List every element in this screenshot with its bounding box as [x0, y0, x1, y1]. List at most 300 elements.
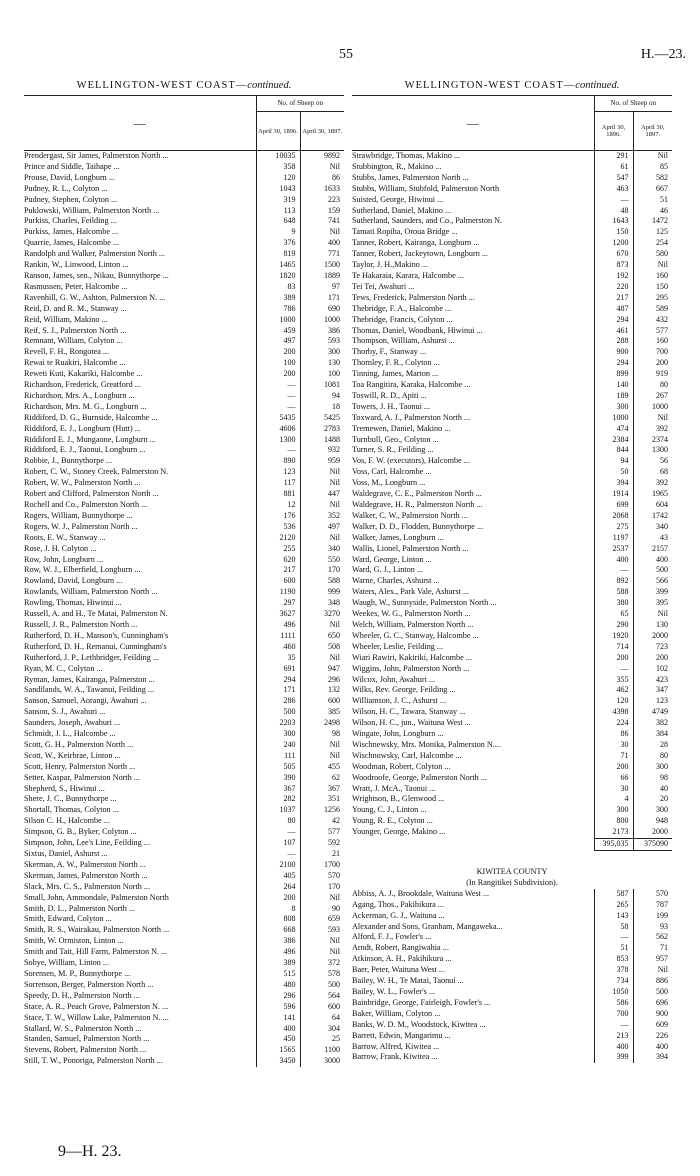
row-name: Wiari Rawiri, Kakiriki, Halcombe ...: [352, 652, 472, 662]
table-row: [24, 860, 344, 871]
sheep-1896: 648: [256, 216, 300, 227]
sheep-1897: 64: [300, 1013, 344, 1024]
sheep-1896: 474: [594, 424, 633, 435]
row-name: Thompson, William, Ashurst ...: [352, 336, 455, 346]
row-name: Wischnowsky, Carl, Halcombe ...: [352, 750, 462, 760]
sheep-1897: 159: [300, 206, 344, 217]
sheep-1897: 423: [633, 675, 672, 686]
row-name: Walker, C. W., Palmerston North ...: [352, 510, 468, 520]
sheep-1897: 593: [300, 336, 344, 347]
sheep-1896: —: [256, 380, 300, 391]
sheep-1896: 390: [256, 773, 300, 784]
sheep-1896: 586: [594, 998, 633, 1009]
table-row: [352, 184, 672, 195]
table-row: [24, 1056, 344, 1067]
sheep-1896: —: [594, 195, 633, 206]
sheep-1896: 275: [594, 522, 633, 533]
row-name: Reweti Kuti, Kakariki, Halcombe ...: [24, 369, 143, 379]
row-name: Rankin, W., Linwood, Linton ...: [24, 260, 129, 270]
sheep-1896: 200: [256, 893, 300, 904]
sheep-1897: 295: [633, 293, 672, 304]
row-name: Scott, G. H., Palmerston North ...: [24, 739, 134, 749]
table-row: [24, 478, 344, 489]
sheep-1896: 1565: [256, 1045, 300, 1056]
sheep-1897: 2157: [633, 544, 672, 555]
sheep-1896: 217: [256, 565, 300, 576]
sheep-1897: 160: [633, 336, 672, 347]
sheep-1896: 5435: [256, 413, 300, 424]
table-row: [24, 816, 344, 827]
table-row: [24, 642, 344, 653]
total-1897: 375090: [633, 839, 672, 851]
sheep-1897: 123: [633, 696, 672, 707]
sheep-1896: 120: [256, 173, 300, 184]
row-name: Russell, A. and H., Te Matai, Palmerston N.: [24, 609, 168, 619]
row-name: Thorby, F., Stanway ...: [352, 347, 427, 357]
sheep-1897: 570: [300, 871, 344, 882]
sheep-1896: 853: [594, 954, 633, 965]
sheep-1897: Nil: [300, 162, 344, 173]
sheep-1897: 43: [633, 533, 672, 544]
sheep-1897: Nil: [300, 653, 344, 664]
table-row: [352, 565, 672, 576]
sheep-1897: 2498: [300, 718, 344, 729]
sheep-1897: 723: [633, 642, 672, 653]
table-row: [352, 424, 672, 435]
table-row: [24, 544, 344, 555]
sheep-1897: 508: [300, 642, 344, 653]
row-name: Sorrenson, Berger, Palmerston North ...: [24, 979, 154, 989]
row-name: Rogers, William, Bunnythorpe ...: [24, 510, 133, 520]
table-row: [352, 889, 672, 900]
sheep-1897: 200: [633, 358, 672, 369]
sheep-1897: Nil: [300, 740, 344, 751]
row-name: Shepherd, S., Hiwinui ...: [24, 783, 105, 793]
sheep-1897: 3270: [300, 609, 344, 620]
sheep-1896: 496: [256, 947, 300, 958]
sheep-1897: 919: [633, 369, 672, 380]
table-row: [352, 271, 672, 282]
sheep-1896: 30: [594, 740, 633, 751]
table-row: [24, 380, 344, 391]
table-row: [352, 1042, 672, 1053]
row-name: Robert and Clifford, Palmerston North ...: [24, 489, 159, 499]
sheep-1897: 771: [300, 249, 344, 260]
sheep-1897: 392: [633, 424, 672, 435]
sheep-1896: 150: [594, 227, 633, 238]
sheep-1897: 2783: [300, 424, 344, 435]
table-row: [24, 827, 344, 838]
left-header-1896: April 30, 1896.: [256, 112, 300, 151]
sheep-1897: Nil: [300, 533, 344, 544]
left-table: [24, 95, 344, 1067]
row-name: Baer, Peter, Waituna West ...: [352, 965, 445, 975]
sheep-1896: 547: [594, 173, 633, 184]
right-section-title: WELLINGTON-WEST COAST—continued.: [404, 80, 620, 91]
sheep-1896: 4: [594, 794, 633, 805]
row-name: Towers, J. H., Taonui ...: [352, 401, 431, 411]
sheep-1897: 959: [300, 456, 344, 467]
table-row: [24, 1045, 344, 1056]
table-row: [352, 740, 672, 751]
row-name: Rutherford, J. P., Lethbridger, Feilding ...: [24, 652, 159, 662]
sheep-1897: Nil: [633, 151, 672, 162]
table-row: [352, 467, 672, 478]
table-row: [352, 900, 672, 911]
sheep-1896: 386: [256, 936, 300, 947]
left-header-sheep: No. of Sheep on: [256, 96, 344, 112]
sheep-1897: 382: [633, 718, 672, 729]
sheep-1896: —: [594, 565, 633, 576]
row-name: Stubbington, R., Makino ...: [352, 161, 442, 171]
sheep-1896: 600: [256, 576, 300, 587]
table-row: [352, 954, 672, 965]
table-row: [352, 1020, 672, 1031]
row-name: Voss, Carl, Halcombe ...: [352, 467, 432, 477]
row-name: Richardson, Frederick, Greatford ...: [24, 380, 141, 390]
sheep-1897: Nil: [300, 227, 344, 238]
table-row: [24, 249, 344, 260]
sheep-1896: 808: [256, 914, 300, 925]
right-table: [352, 95, 672, 1063]
sheep-1896: 1000: [594, 413, 633, 424]
table-row: [352, 260, 672, 271]
table-row: [352, 173, 672, 184]
sheep-1896: 367: [256, 784, 300, 795]
table-row: [24, 1002, 344, 1013]
sheep-1896: 117: [256, 478, 300, 489]
table-row: [352, 827, 672, 838]
sheep-1896: 1111: [256, 631, 300, 642]
sheep-1897: Nil: [300, 936, 344, 947]
row-name: Shortall, Thomas, Colyton ...: [24, 805, 119, 815]
row-name: Waugh, W., Sunnyside, Palmerston North ...: [352, 598, 497, 608]
table-row: [24, 914, 344, 925]
sheep-1896: 200: [256, 369, 300, 380]
sheep-1896: 2100: [256, 860, 300, 871]
sheep-1896: 200: [594, 762, 633, 773]
table-row: [24, 740, 344, 751]
row-name: Purkiss, James, Halcombe ...: [24, 227, 119, 237]
sheep-1897: 1472: [633, 216, 672, 227]
row-name: Tei Tei, Awahuri ...: [352, 281, 415, 291]
sheep-1896: 734: [594, 976, 633, 987]
table-row: [352, 413, 672, 424]
sheep-1896: 51: [594, 943, 633, 954]
sheep-1896: 461: [594, 326, 633, 337]
sheep-1896: 4398: [594, 707, 633, 718]
sheep-1897: 25: [300, 1034, 344, 1045]
row-name: Toswill, R. D., Apiti ...: [352, 390, 427, 400]
row-name: Rutherford, D. H., Manson's, Cunningham's: [24, 630, 169, 640]
right-header-sheep: No. of Sheep on: [594, 96, 672, 112]
table-row: [352, 784, 672, 795]
table-row: [352, 642, 672, 653]
table-row: [352, 987, 672, 998]
sheep-1896: 844: [594, 445, 633, 456]
sheep-1896: 378: [594, 965, 633, 976]
sheep-1896: 460: [256, 642, 300, 653]
sheep-1896: 881: [256, 489, 300, 500]
row-name: Smith, D. L., Palmerston North ...: [24, 903, 135, 913]
sheep-1896: 1197: [594, 533, 633, 544]
row-name: Rochell and Co., Palmerston North ...: [24, 500, 148, 509]
sheep-1897: 42: [300, 816, 344, 827]
sheep-1896: 294: [594, 315, 633, 326]
row-name: Tanner, Robert, Kairanga, Longburn ...: [352, 238, 480, 248]
table-row: [352, 922, 672, 933]
row-name: Tinning, James, Marton ...: [352, 369, 439, 379]
row-name: Voss, M., Longburn ...: [352, 478, 426, 488]
sheep-1897: 9892: [300, 151, 344, 162]
sheep-1896: 297: [256, 598, 300, 609]
sheep-1896: 487: [594, 304, 633, 315]
sheep-1897: 600: [300, 696, 344, 707]
sheep-1897: 650: [300, 631, 344, 642]
sheep-1897: 340: [633, 522, 672, 533]
sheep-1897: 90: [300, 904, 344, 915]
sheep-1897: 171: [300, 293, 344, 304]
sheep-1896: 2537: [594, 544, 633, 555]
row-name: Simpson, G. B., Byker, Colyton ...: [24, 827, 137, 837]
row-name: Saunders, Joseph, Awahuri ...: [24, 718, 121, 728]
row-name: Tamati Ropiha, Oroua Bridge ...: [352, 227, 458, 237]
row-name: Wheeler, G. C., Stanway, Halcombe ...: [352, 630, 479, 640]
sheep-1896: 691: [256, 664, 300, 675]
row-name: Waldegrave, H. R., Palmerston North ...: [352, 500, 483, 509]
sheep-1897: 500: [633, 987, 672, 998]
right-table-body: [352, 151, 672, 1064]
sheep-1897: 85: [633, 162, 672, 173]
sheep-1897: 71: [633, 943, 672, 954]
table-row: [352, 206, 672, 217]
sheep-1896: 319: [256, 195, 300, 206]
sheep-1897: 900: [633, 1009, 672, 1020]
table-row: [24, 391, 344, 402]
sheep-1897: 741: [300, 216, 344, 227]
sheep-1897: 588: [300, 576, 344, 587]
sheep-1897: 300: [633, 805, 672, 816]
sheep-1896: 66: [594, 773, 633, 784]
sheep-1896: 264: [256, 882, 300, 893]
row-name: Stace, A. R., Peach Grove, Palmerston N. ...: [24, 1001, 169, 1011]
sheep-1897: 4749: [633, 707, 672, 718]
table-row: [24, 369, 344, 380]
row-name: Prince and Siddle, Taihape ...: [24, 161, 120, 171]
sheep-1897: 1965: [633, 489, 672, 500]
sheep-1897: Nil: [300, 751, 344, 762]
row-name: Puklowski, William, Palmerston North ...: [24, 205, 160, 215]
sheep-1897: 68: [633, 467, 672, 478]
table-row: [352, 369, 672, 380]
row-name: Ravenhill, G. W., Ashton, Palmerston N. ...: [24, 292, 166, 302]
row-name: Reid, D. and R. M., Stanway ...: [24, 303, 127, 313]
sheep-1896: 300: [594, 402, 633, 413]
row-name: Vos, F. W. (executors), Halcombe ...: [352, 456, 470, 466]
sheep-1896: 699: [594, 500, 633, 511]
table-row: [24, 445, 344, 456]
sheep-1896: 899: [594, 369, 633, 380]
table-row: [352, 751, 672, 762]
table-row: [24, 326, 344, 337]
sheep-1896: 1000: [256, 315, 300, 326]
row-name: Wilson, H. C., Tawara, Stanway ...: [352, 707, 466, 717]
table-row: [24, 664, 344, 675]
row-name: Bainbridge, George, Fairleigh, Fowler's ...: [352, 997, 491, 1007]
table-row: [24, 925, 344, 936]
sheep-1896: 61: [594, 162, 633, 173]
sheep-1896: 670: [594, 249, 633, 260]
row-name: Suisted, George, Hiwinui ...: [352, 194, 444, 204]
row-name: Sandilands, W. A., Tawanui, Feilding ...: [24, 685, 155, 695]
table-row: [24, 958, 344, 969]
table-row: [24, 271, 344, 282]
row-name: Weekes, W. G., Palmerston North ...: [352, 609, 471, 619]
sheep-1896: 86: [594, 729, 633, 740]
row-name: Barrow, Alfred, Kiwitea ...: [352, 1041, 440, 1051]
sheep-1897: 667: [633, 184, 672, 195]
sheep-1897: 348: [300, 598, 344, 609]
table-row: [24, 555, 344, 566]
row-name: Riddiford E. J., Mungaone, Longburn ...: [24, 434, 156, 444]
row-name: Wingate, John, Longburn ...: [352, 729, 444, 739]
table-row: [24, 696, 344, 707]
footer-signature: 9—H. 23.: [58, 1143, 122, 1160]
sheep-1897: 570: [633, 889, 672, 900]
row-name: Sutherland, Saunders, and Co., Palmerston N.: [352, 216, 503, 226]
sheep-1897: 254: [633, 238, 672, 249]
row-name: Reif, S. J., Palmerston North ...: [24, 325, 127, 335]
table-row: [352, 943, 672, 954]
sheep-1896: 355: [594, 675, 633, 686]
row-name: Young, R. E., Colyton ...: [352, 816, 433, 826]
sheep-1896: 620: [256, 555, 300, 566]
sheep-1897: 566: [633, 576, 672, 587]
sheep-1897: 1256: [300, 805, 344, 816]
sheep-1897: 580: [633, 249, 672, 260]
sheep-1896: 700: [594, 1009, 633, 1020]
row-name: Russell, J. R., Palmerston North ...: [24, 619, 138, 629]
sheep-1897: 578: [300, 969, 344, 980]
table-row: [352, 675, 672, 686]
table-row: [352, 729, 672, 740]
row-name: Purkiss, Charles, Feilding ...: [24, 216, 117, 226]
sheep-1897: 1742: [633, 511, 672, 522]
table-row: [24, 413, 344, 424]
row-name: Riddiford, E. J., Longburn (Hutt) ...: [24, 423, 141, 433]
table-row: [352, 380, 672, 391]
table-row: [352, 249, 672, 260]
table-row: [24, 762, 344, 773]
sheep-1897: 150: [633, 282, 672, 293]
sheep-1897: 340: [300, 544, 344, 555]
sheep-1896: 1465: [256, 260, 300, 271]
table-row: [24, 456, 344, 467]
row-name: Warne, Charles, Ashurst ...: [352, 576, 440, 586]
sheep-1897: 787: [633, 900, 672, 911]
sheep-1897: 589: [633, 304, 672, 315]
row-name: Prendergast, Sir James, Palmerston North ...: [24, 151, 169, 160]
sheep-1897: 296: [300, 675, 344, 686]
table-row: [352, 402, 672, 413]
sheep-1896: 294: [256, 675, 300, 686]
sheep-1897: 300: [300, 347, 344, 358]
sheep-1896: —: [256, 827, 300, 838]
sheep-1896: 2384: [594, 435, 633, 446]
table-row: [24, 849, 344, 860]
sheep-1896: 83: [256, 282, 300, 293]
row-name: Tews, Frederick, Palmerston North ...: [352, 292, 475, 302]
table-row: [352, 500, 672, 511]
sheep-1896: 900: [594, 347, 633, 358]
sheep-1897: 226: [633, 1031, 672, 1042]
row-name: Thebridge, F. A., Halcombe ...: [352, 303, 452, 313]
row-name: Te Hakaraia, Karara, Halcombe ...: [352, 270, 464, 280]
row-name: Speedy, D. H., Palmerston North ...: [24, 990, 140, 1000]
row-name: Abbiss, A. J., Brookdale, Waituna West ...: [352, 888, 490, 898]
table-row: [352, 1009, 672, 1020]
sheep-1896: —: [256, 391, 300, 402]
sheep-1897: 94: [300, 391, 344, 402]
row-name: Woodman, Robert, Colyton ...: [352, 761, 451, 771]
sheep-1897: 1488: [300, 435, 344, 446]
sheep-1897: 1500: [300, 260, 344, 271]
sheep-1897: 80: [633, 380, 672, 391]
row-name: Toxward, A. J., Palmerston North ...: [352, 412, 471, 422]
table-row: [24, 500, 344, 511]
table-row: [352, 347, 672, 358]
table-row: [24, 424, 344, 435]
sheep-1896: 587: [594, 889, 633, 900]
sheep-1896: 394: [594, 478, 633, 489]
row-name: Wratt, J. McA., Taonui ...: [352, 783, 436, 793]
sheep-1896: 48: [594, 206, 633, 217]
sheep-1897: 394: [633, 1052, 672, 1063]
row-name: Smith, W. Ormiston, Linton ...: [24, 936, 124, 946]
spacer-row: [352, 851, 672, 860]
sheep-1897: 384: [633, 729, 672, 740]
row-name: Ward, George, Linton ...: [352, 554, 432, 564]
table-row: [352, 533, 672, 544]
sheep-1897: 386: [300, 326, 344, 337]
sheep-1897: 170: [300, 882, 344, 893]
row-name: Scott, W., Keirbrae, Linton ...: [24, 750, 121, 760]
left-column: [24, 80, 344, 1067]
sheep-1896: —: [256, 402, 300, 413]
sheep-1897: 886: [633, 976, 672, 987]
sheep-1896: 1050: [594, 987, 633, 998]
row-name: Welch, William, Palmerston North ...: [352, 619, 474, 629]
table-row: [24, 195, 344, 206]
sheep-1896: —: [594, 932, 633, 943]
table-row: [24, 206, 344, 217]
row-name: Barrett, Edwin, Mangarimu ...: [352, 1030, 451, 1040]
total-row: [352, 839, 672, 851]
row-name: Toa Rangitira, Karaka, Halcombe ...: [352, 380, 471, 390]
right-column: [352, 80, 672, 1063]
sheep-1897: 367: [300, 784, 344, 795]
table-row: [352, 511, 672, 522]
table-row: [24, 871, 344, 882]
sheep-1896: 123: [256, 467, 300, 478]
sheep-1896: 873: [594, 260, 633, 271]
row-name: Riddiford, D. G., Burnside, Halcombe ...: [24, 412, 158, 422]
row-name: Rewai te Ruakiri, Halcombe ...: [24, 358, 126, 368]
row-name: Silson C. H., Halcombe ...: [24, 816, 110, 826]
table-row: [24, 435, 344, 446]
table-row: [352, 315, 672, 326]
sheep-1896: 505: [256, 762, 300, 773]
